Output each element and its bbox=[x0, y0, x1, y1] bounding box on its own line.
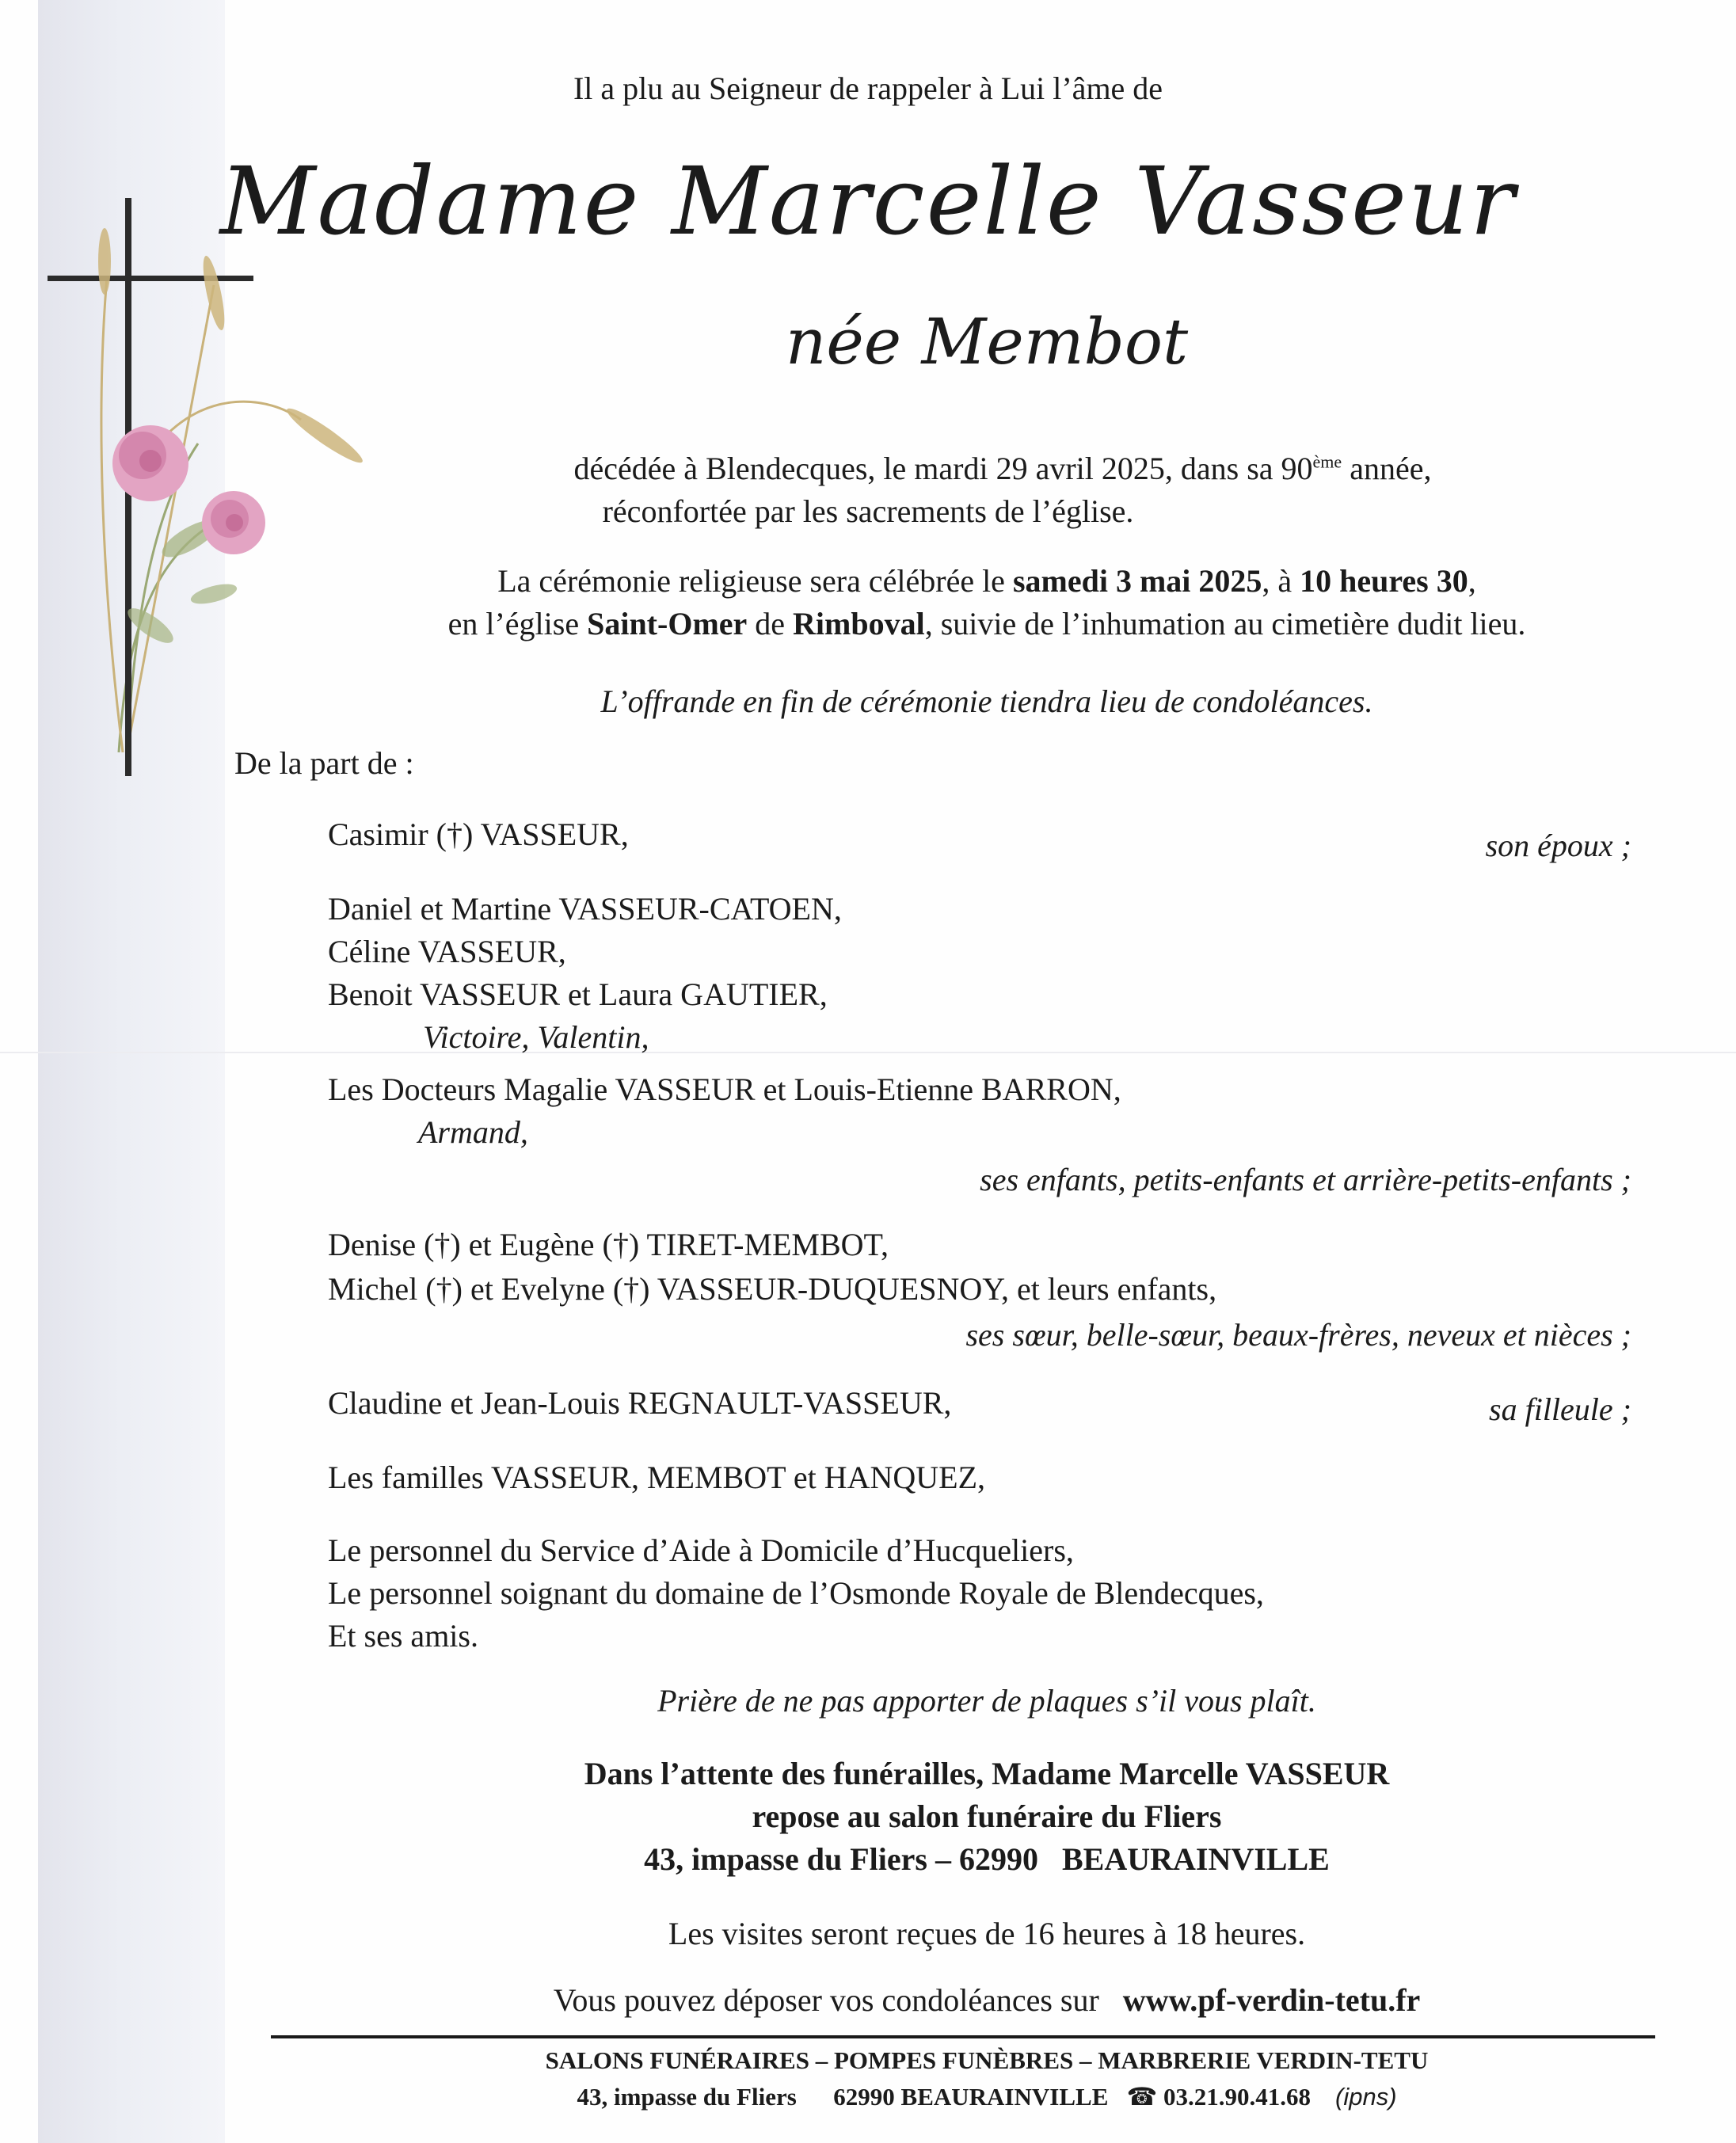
family-line: Céline VASSEUR, bbox=[328, 934, 566, 969]
footer-rule bbox=[271, 2035, 1655, 2038]
family-line: Les Docteurs Magalie VASSEUR et Louis-Etienne BARRON, bbox=[328, 1072, 1121, 1107]
death-notice: décédée à Blendecques, le mardi 29 avril 2025, dans sa 90ème année, bbox=[573, 451, 1432, 486]
family-line: Claudine et Jean-Louis REGNAULT-VASSEUR, bbox=[328, 1385, 952, 1421]
family-line: Michel (†) et Evelyne (†) VASSEUR-DUQUESNOY, et leurs enfants, bbox=[328, 1271, 1217, 1307]
rest-line-3: 43, impasse du Fliers – 62990 BEAURAINVILLE bbox=[644, 1841, 1330, 1877]
family-line: Denise (†) et Eugène (†) TIRET-MEMBOT, bbox=[328, 1227, 889, 1262]
family-line: Le personnel soignant du domaine de l’Osmonde Royale de Blendecques, bbox=[328, 1575, 1264, 1611]
from-label: De la part de : bbox=[234, 745, 414, 781]
relation-label: son époux ; bbox=[1485, 828, 1631, 863]
offering-note: L’offrande en fin de cérémonie tiendra lieu de condoléances. bbox=[600, 683, 1373, 719]
footer-contact: 43, impasse du Fliers 62990 BEAURAINVILLE ☎ 03.21.90.41.68 (ipns) bbox=[577, 2083, 1397, 2111]
relation-label: ses sœur, belle-sœur, beaux-frères, neveux et nièces ; bbox=[965, 1317, 1631, 1353]
family-line: Et ses amis. bbox=[328, 1618, 478, 1654]
family-line: Daniel et Martine VASSEUR-CATOEN, bbox=[328, 891, 842, 927]
family-line: Le personnel du Service d’Aide à Domicile d’Hucqueliers, bbox=[328, 1532, 1074, 1568]
relation-label: ses enfants, petits-enfants et arrière-petits-enfants ; bbox=[980, 1162, 1631, 1197]
family-line: Armand, bbox=[418, 1114, 528, 1150]
family-line: Benoit VASSEUR et Laura GAUTIER, bbox=[328, 976, 828, 1012]
telephone-icon: ☎ bbox=[1126, 2083, 1158, 2111]
plaques-note: Prière de ne pas apporter de plaques s’il vous plaît. bbox=[657, 1683, 1316, 1719]
rest-line-1: Dans l’attente des funérailles, Madame Marcelle VASSEUR bbox=[584, 1756, 1390, 1791]
family-line: Casimir (†) VASSEUR, bbox=[328, 816, 629, 852]
intro-text: Il a plu au Seigneur de rappeler à Lui l’âme de bbox=[573, 70, 1163, 106]
ipns-tag: (ipns) bbox=[1335, 2083, 1397, 2111]
ceremony-line-1: La cérémonie religieuse sera célébrée le samedi 3 mai 2025, à 10 heures 30, bbox=[497, 563, 1476, 599]
footer-company: SALONS FUNÉRAIRES – POMPES FUNÈBRES – MARBRERIE VERDIN-TETU bbox=[545, 2046, 1429, 2074]
online-condolences: Vous pouvez déposer vos condoléances sur www.pf-verdin-tetu.fr bbox=[553, 1982, 1421, 2018]
website-link[interactable]: www.pf-verdin-tetu.fr bbox=[1122, 1982, 1421, 2018]
deceased-name: Madame Marcelle Vasseur bbox=[219, 147, 1517, 256]
ceremony-line-2: en l’église Saint-Omer de Rimboval, suivie de l’inhumation au cimetière dudit lieu. bbox=[447, 606, 1526, 641]
relation-label: sa filleule ; bbox=[1489, 1391, 1631, 1427]
sacraments-line: réconfortée par les sacrements de l’église. bbox=[602, 493, 1134, 529]
rest-line-2: repose au salon funéraire du Fliers bbox=[752, 1799, 1222, 1834]
paper-fold-line bbox=[0, 1052, 1736, 1053]
family-line: Victoire, Valentin, bbox=[423, 1019, 649, 1055]
family-line: Les familles VASSEUR, MEMBOT et HANQUEZ, bbox=[328, 1460, 985, 1495]
visiting-hours: Les visites seront reçues de 16 heures à 18 heures. bbox=[668, 1916, 1306, 1951]
maiden-name: née Membot bbox=[785, 305, 1189, 379]
